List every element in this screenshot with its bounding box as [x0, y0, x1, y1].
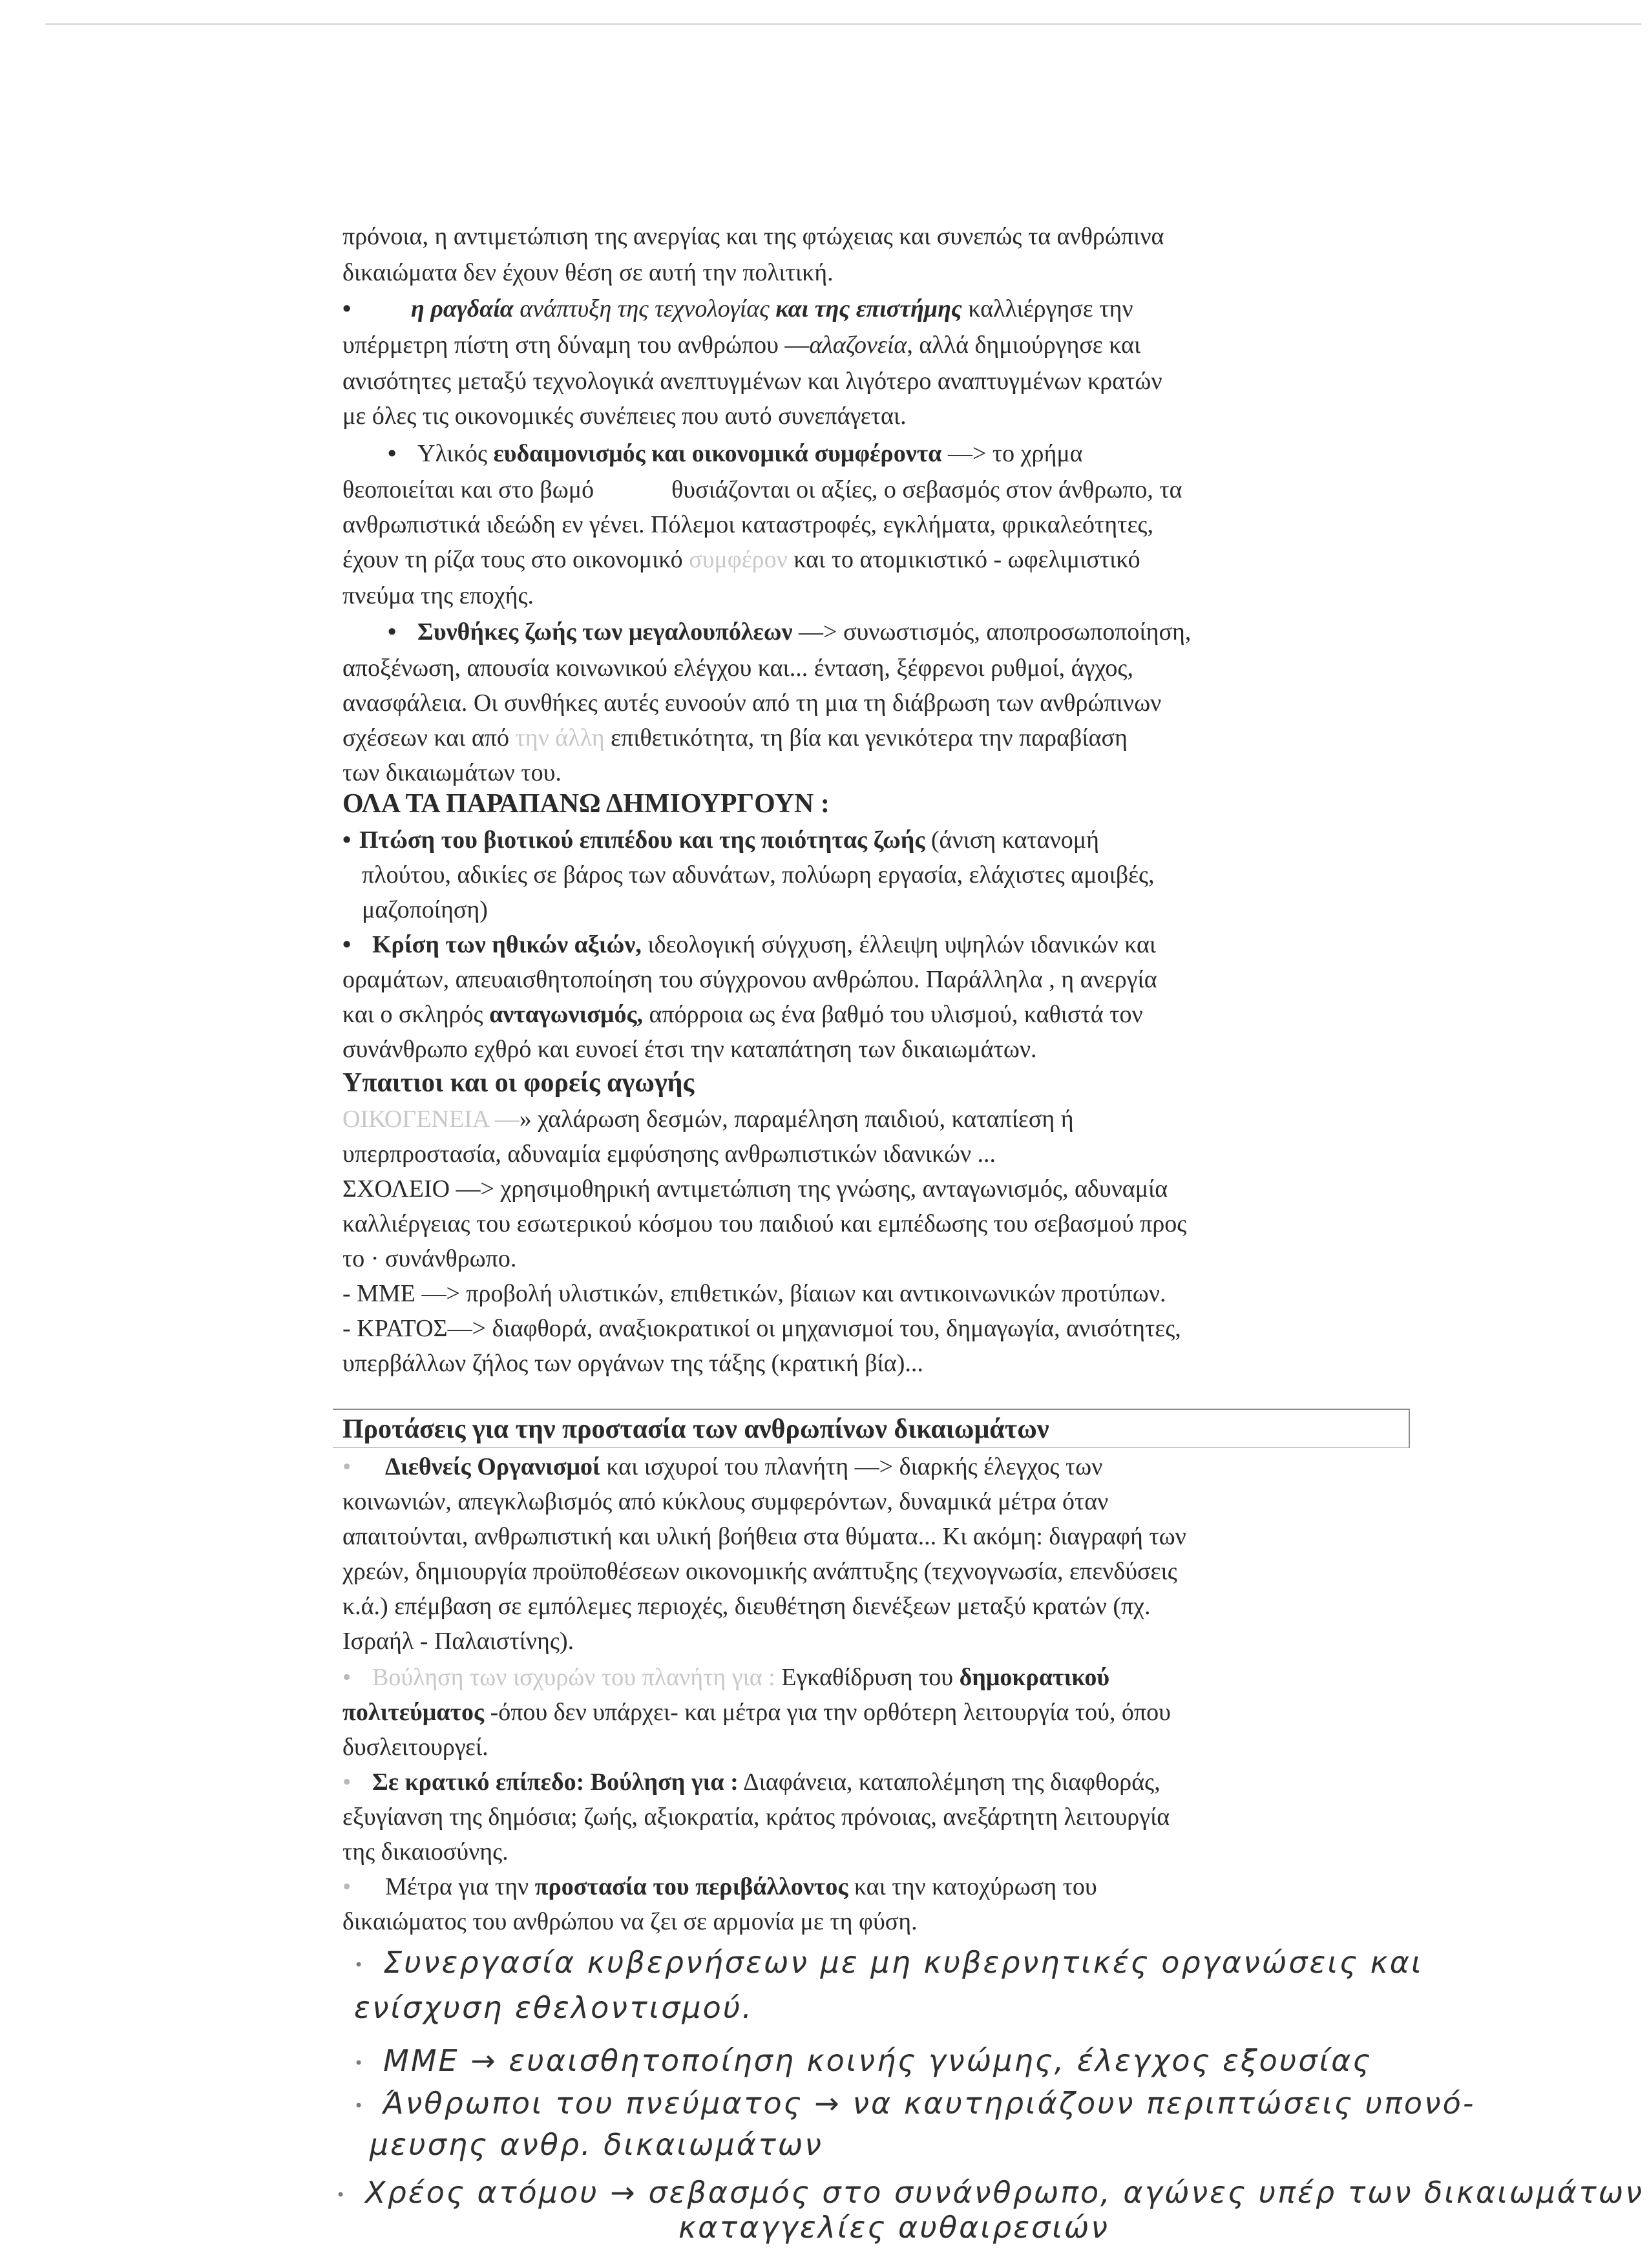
text-line: πνεύμα της εποχής.	[342, 582, 534, 609]
text-line: • Διεθνείς Οργανισμοί και ισχυροί του πλανήτη —> διαρκής έλεγχος των	[342, 1450, 1441, 1484]
bullet-icon: •	[336, 2185, 348, 2204]
bullet-icon: •	[342, 826, 352, 854]
text-line: ανισότητες μεταξύ τεχνολογικά ανεπτυγμένων και λιγότερο αναπτυγμένων κρατών	[342, 368, 1162, 395]
handwritten-note: • Χρέος ατόμου → σεβασμός στο συνάνθρωπο, αγώνες υπέρ των δικαιωμάτων	[336, 2175, 1644, 2210]
text-line: το · συνάνθρωπο.	[342, 1245, 517, 1272]
text-line: μαζοποίηση)	[362, 896, 488, 923]
text-line: υπερβάλλων ζήλος των οργάνων της τάξης (κρατική βία)...	[342, 1350, 923, 1377]
text-line: ανθρωπιστικά ιδεώδη εν γένει. Πόλεμοι καταστροφές, εγκλήματα, φρικαλεότητες,	[342, 511, 1153, 538]
text-line: • Σε κρατικό επίπεδο: Βούληση για : Διαφάνεια, καταπολέμηση της διαφθοράς,	[342, 1765, 1441, 1799]
text-line: συνάνθρωπο εχθρό και ευνοεί έτσι την καταπάτηση των δικαιωμάτων.	[342, 1036, 1037, 1063]
handwritten-note: μευσης ανθρ. δικαιωμάτων	[370, 2127, 824, 2162]
text-line: αποξένωση, απουσία κοινωνικού ελέγχου και... ένταση, ξέφρενοι ρυθμοί, άγχος,	[342, 655, 1133, 682]
bullet-icon: •	[388, 618, 397, 646]
text-line: • Βούληση των ισχυρών του πλανήτη για : Εγκαθίδρυση του δημοκρατικού	[342, 1661, 1441, 1694]
text-line: ΟΙΚΟΓΕΝΕΙΑ —» χαλάρωση δεσμών, παραμέληση παιδιού, καταπίεση ή	[342, 1106, 1074, 1133]
text-line: κ.ά.) επέμβαση σε εμπόλεμες περιοχές, διευθέτηση διενέξεων μεταξύ κρατών (πχ.	[342, 1593, 1151, 1620]
text-line: των δικαιωμάτων του.	[342, 759, 562, 786]
bullet-icon: •	[388, 440, 397, 467]
bullet-icon: •	[342, 1873, 352, 1900]
text-line: δικαιώματος του ανθρώπου να ζει σε αρμονία με τη φύση.	[342, 1908, 918, 1935]
text-line: ανασφάλεια. Οι συνθήκες αυτές ευνοούν από τη μια τη διάβρωση των ανθρώπινων	[342, 689, 1162, 717]
text-line: κοινωνιών, απεγκλωβισμός από κύκλους συμφερόντων, δυναμικά μέτρα όταν	[342, 1488, 1109, 1515]
text-line: έχουν τη ρίζα τους στο οικονομικό συμφέρον και το ατομικιστικό - ωφελιμιστικό	[342, 546, 1140, 573]
handwritten-note: • Άνθρωποι του πνεύματος → να καυτηριάζουν περιπτώσεις υπονό-	[354, 2086, 1476, 2121]
text-line: και ο σκληρός ανταγωνισμός, απόρροια ως ένα βαθμό του υλισμού, καθιστά τον	[342, 1001, 1143, 1028]
text-line: θεοποιείται και στο βωμό θυσιάζονται οι αξίες, ο σεβασμός στον άνθρωπο, τα	[342, 476, 1182, 503]
text-line: χρεών, δημιουργία προϋποθέσεων οικονομικής ανάπτυξης (τεχνογνωσία, επενδύσεις	[342, 1558, 1177, 1585]
text-line: υπέρμετρη πίστη στη δύναμη του ανθρώπου —αλαζονεία, αλλά δημιούργησε και	[342, 331, 1141, 359]
bullet-icon: •	[354, 2096, 366, 2115]
text-line: Ισραήλ - Παλαιστίνης).	[342, 1628, 574, 1655]
text-line: - ΜΜΕ —> προβολή υλιστικών, επιθετικών, βίαιων και αντικοινωνικών προτύπων.	[342, 1280, 1166, 1307]
text-line: της δικαιοσύνης.	[342, 1838, 509, 1865]
text-line: ΣΧΟΛΕΙΟ —> χρησιμοθηρική αντιμετώπιση της γνώσης, ανταγωνισμός, αδυναμία	[342, 1175, 1168, 1202]
text-line: • Συνθήκες ζωής των μεγαλουπόλεων —> συνωστισμός, αποπροσωποποίηση,	[388, 615, 1486, 649]
bullet-icon: •	[342, 295, 352, 322]
text-line: υπερπροστασία, αδυναμία εμφύσησης ανθρωπιστικών ιδανικών ...	[342, 1140, 996, 1168]
handwritten-note: • ΜΜΕ → ευαισθητοποίηση κοινής γνώμης, έλεγχος εξουσίας	[354, 2043, 1372, 2078]
section-heading: Προτάσεις για την προστασία των ανθρωπίνων δικαιωμάτων	[342, 1414, 1049, 1444]
text-line: με όλες τις οικονομικές συνέπειες που αυτό συνεπάγεται.	[342, 403, 907, 430]
text-line: απαιτούνται, ανθρωπιστική και υλική βοήθεια στα θύματα... Κι ακόμη: διαγραφή των	[342, 1523, 1186, 1550]
text-line: σχέσεων και από την άλλη επιθετικότητα, τη βία και γενικότερα την παραβίαση	[342, 724, 1128, 751]
bullet-icon: •	[342, 1769, 352, 1796]
text-line: • Πτώση του βιοτικού επιπέδου και της ποιότητας ζωής (άνιση κατανομή	[342, 823, 1441, 857]
text-line: δυσλειτουργεί.	[342, 1734, 488, 1761]
section-heading: ΟΛΑ ΤΑ ΠΑΡΑΠΑΝΩ ΔΗΜΙΟΥΡΓΟΥΝ :	[342, 789, 830, 819]
bullet-icon: •	[342, 1664, 352, 1691]
text-line: πρόνοια, η αντιμετώπιση της ανεργίας και της φτώχειας και συνεπώς τα ανθρώπινα	[342, 223, 1164, 250]
text-line: πλούτου, αδικίες σε βάρος των αδυνάτων, πολύωρη εργασία, ελάχιστες αμοιβές,	[362, 861, 1155, 888]
section-heading: Υπαιτιοι και οι φορείς αγωγής	[342, 1068, 695, 1098]
text-line: - ΚΡΑΤΟΣ—> διαφθορά, αναξιοκρατικοί οι μηχανισμοί του, δημαγωγία, ανισότητες,	[342, 1315, 1181, 1342]
bullet-icon: •	[342, 931, 352, 958]
handwritten-note: • Συνεργασία κυβερνήσεων με μη κυβερνητικές οργανώσεις και	[354, 1945, 1423, 1980]
text-line: • Μέτρα για την προστασία του περιβάλλοντος και την κατοχύρωση του	[342, 1870, 1441, 1904]
bullet-icon: •	[354, 2053, 366, 2072]
handwritten-note: καταγγελίες αυθαιρεσιών	[678, 2210, 1109, 2245]
text-line: • Υλικός ευδαιμονισμός και οικονομικά συμφέροντα —> το χρήμα	[388, 437, 1486, 470]
handwritten-note: ενίσχυση εθελοντισμού.	[354, 1990, 754, 2025]
text-line: πολιτεύματος -όπου δεν υπάρχει- και μέτρα για την ορθότερη λειτουργία τού, όπου	[342, 1699, 1171, 1726]
text-line: δικαιώματα δεν έχουν θέση σε αυτή την πολιτική.	[342, 259, 834, 286]
text-line: εξυγίανση της δημόσια; ζωής, αξιοκρατία, κράτος πρόνοιας, ανεξάρτητη λειτουργία	[342, 1803, 1170, 1831]
bullet-icon: •	[342, 1453, 352, 1480]
text-line: • Κρίση των ηθικών αξιών, ιδεολογική σύγχυση, έλλειψη υψηλών ιδανικών και	[342, 928, 1441, 961]
scan-edge-line	[45, 23, 1641, 25]
text-line: • η ραγδαία ανάπτυξη της τεχνολογίας και της επιστήμης καλλιέργησε την	[342, 292, 1441, 326]
text-line: καλλιέργειας του εσωτερικού κόσμου του παιδιού και εμπέδωσης του σεβασμού προς	[342, 1210, 1187, 1237]
text-line: οραμάτων, απευαισθητοποίηση του σύγχρονου ανθρώπου. Παράλληλα , η ανεργία	[342, 966, 1157, 993]
bullet-icon: •	[354, 1955, 366, 1974]
